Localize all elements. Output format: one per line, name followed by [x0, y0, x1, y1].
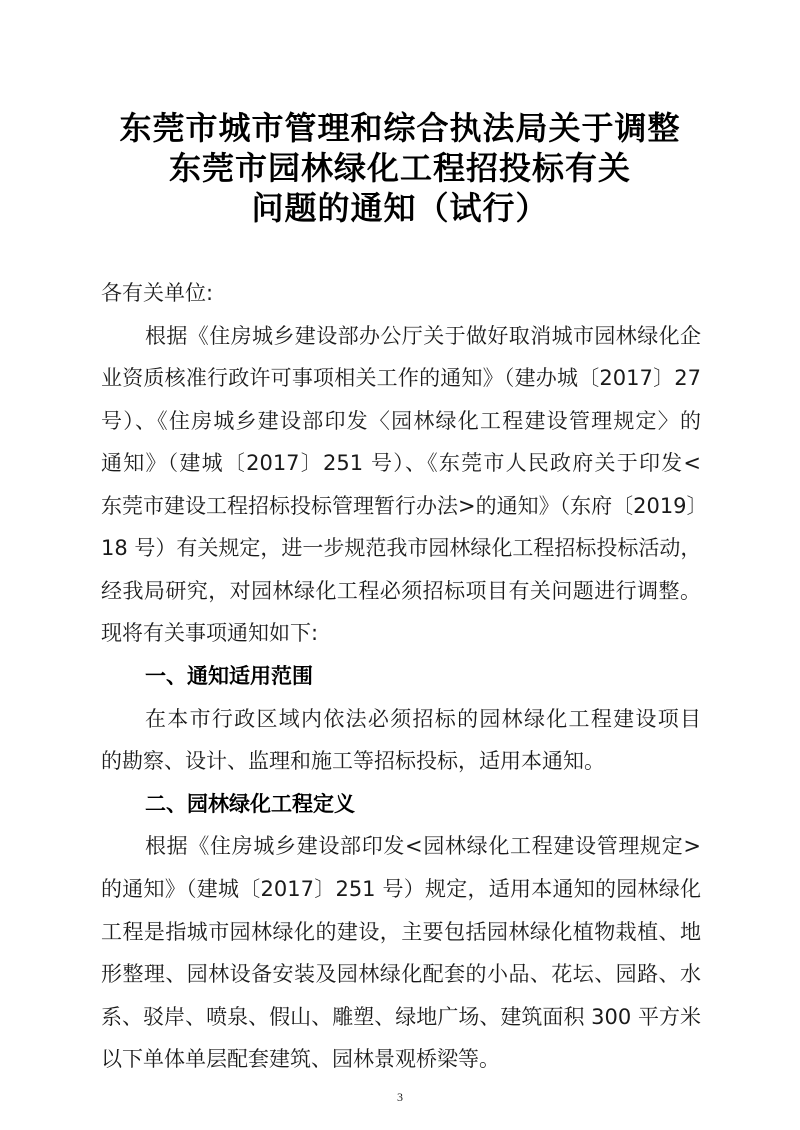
- section2-body-line: 工程是指城市园林绿化的建设，主要包括园林绿化植物栽植、地: [101, 920, 701, 944]
- paragraph1-line: 18 号）有关规定，进一步规范我市园林绿化工程招标投标活动，: [101, 536, 702, 560]
- section2-body-line: 系、驳岸、喷泉、假山、雕塑、绿地广场、建筑面积 300 平方米: [101, 1005, 701, 1029]
- paragraph1-line: 现将有关事项通知如下:: [101, 621, 319, 645]
- paragraph1-line: 东莞市建设工程招标投标管理暂行办法>的通知》（东府〔2019〕: [101, 494, 708, 518]
- section1-body-line: 的勘察、设计、监理和施工等招标投标，适用本通知。: [101, 749, 605, 773]
- section2-body-line: 以下单体单层配套建筑、园林景观桥梁等。: [101, 1047, 500, 1071]
- paragraph1-line: 根据《住房城乡建设部办公厅关于做好取消城市园林绿化企: [145, 324, 701, 348]
- section1-heading: 一、通知适用范围: [145, 664, 313, 688]
- section2-body-line: 形整理、园林设备安装及园林绿化配套的小品、花坛、园路、水: [101, 962, 701, 986]
- salutation: 各有关单位:: [101, 281, 214, 305]
- document-title-line-2: 东莞市园林绿化工程招投标有关: [168, 149, 631, 187]
- document-title-line-3: 问题的通知（试行）: [251, 189, 549, 227]
- section2-body-line: 的通知》（建城〔2017〕251 号）规定，适用本通知的园林绿化: [101, 877, 701, 901]
- section2-heading: 二、园林绿化工程定义: [145, 792, 355, 816]
- paragraph1-line: 经我局研究，对园林绿化工程必须招标项目有关问题进行调整。: [101, 579, 701, 603]
- section2-body-line: 根据《住房城乡建设部印发<园林绿化工程建设管理规定>: [145, 834, 701, 858]
- paragraph1-line: 业资质核准行政许可事项相关工作的通知》（建办城〔2017〕27: [101, 366, 701, 390]
- section1-body-line: 在本市行政区域内依法必须招标的园林绿化工程建设项目: [145, 707, 701, 731]
- document-title-line-1: 东莞市城市管理和综合执法局关于调整: [119, 109, 681, 147]
- paragraph1-line: 号）、《住房城乡建设部印发〈园林绿化工程建设管理规定〉的: [101, 409, 701, 433]
- page-number: 3: [397, 1090, 403, 1104]
- paragraph1-line: 通知》（建城〔2017〕251 号）、《东莞市人民政府关于印发<: [101, 451, 701, 475]
